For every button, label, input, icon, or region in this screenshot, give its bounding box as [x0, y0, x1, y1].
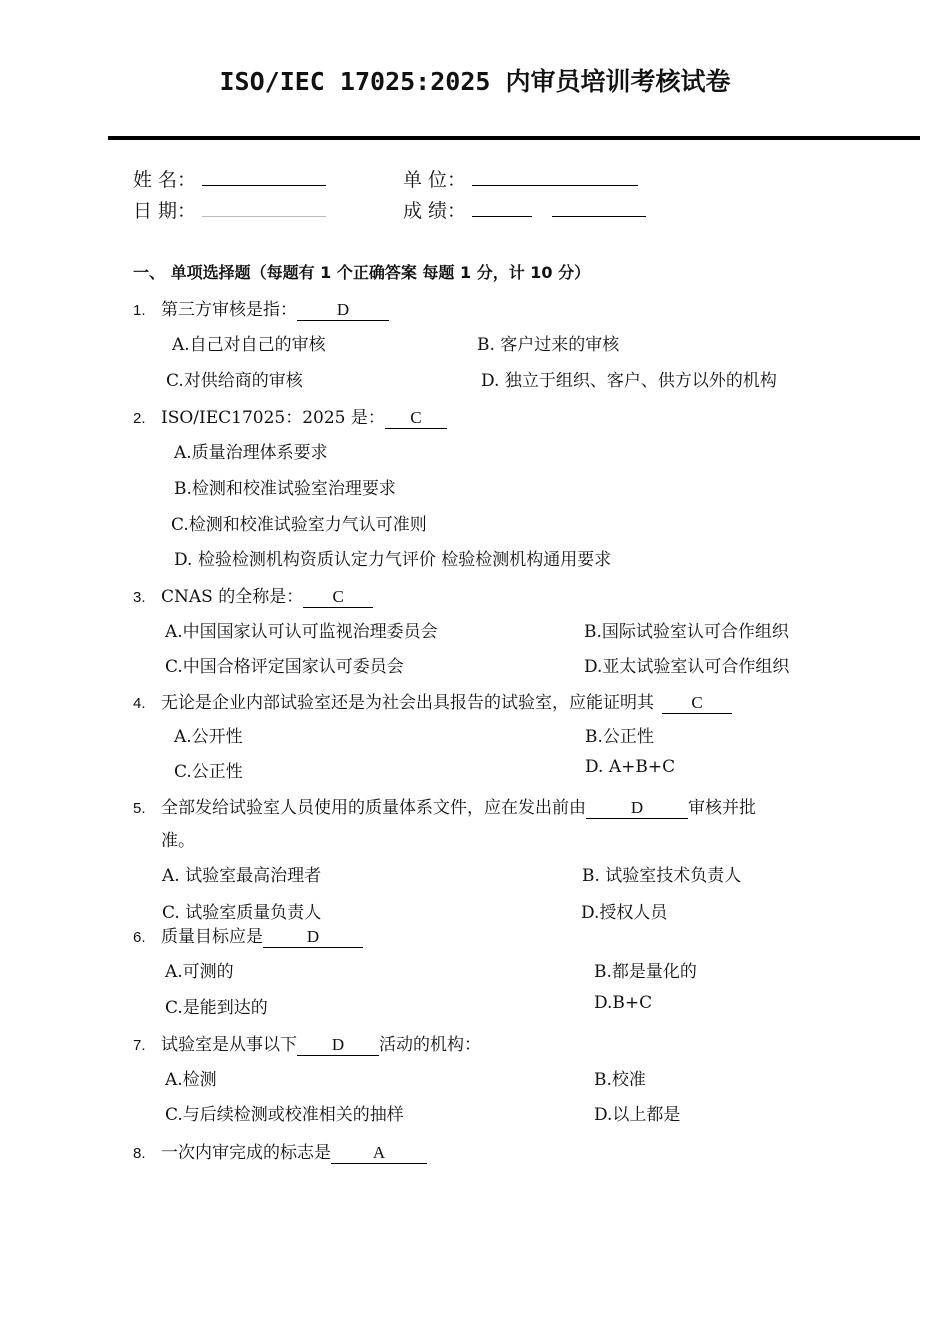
answer-blank[interactable]: D: [297, 300, 389, 321]
option-b[interactable]: B.校准: [594, 1070, 646, 1090]
score-field-extra[interactable]: [552, 198, 646, 217]
question-number: 6.: [133, 929, 146, 946]
option-b[interactable]: B. 客户过来的审核: [477, 335, 620, 355]
option-a[interactable]: A.自己对自己的审核: [172, 335, 326, 355]
answer-blank[interactable]: C: [662, 693, 732, 714]
option-a[interactable]: A.公开性: [174, 727, 243, 747]
option-b[interactable]: B.公正性: [585, 727, 654, 747]
option-c[interactable]: C.中国合格评定国家认可委员会: [165, 657, 404, 677]
question-1: [133, 295, 389, 321]
question-number: 4.: [133, 695, 146, 712]
score-label: 成 绩：: [403, 200, 467, 222]
option-a[interactable]: A.可测的: [165, 962, 234, 982]
question-number: 3.: [133, 589, 146, 606]
unit-label: 单 位：: [403, 169, 467, 191]
question-text: 一次内审完成的标志是: [161, 1143, 331, 1163]
question-number: 2.: [133, 410, 146, 427]
name-field[interactable]: [202, 167, 326, 186]
answer-blank[interactable]: C: [385, 408, 447, 429]
question-number: 5.: [133, 800, 146, 817]
option-c[interactable]: C.与后续检测或校准相关的抽样: [165, 1105, 404, 1125]
question-text: 第三方审核是指：: [161, 300, 297, 320]
question-6: [133, 922, 363, 948]
question-text: 全部发给试验室人员使用的质量体系文件，应在发出前由: [161, 798, 586, 818]
option-b[interactable]: B.都是量化的: [594, 962, 697, 982]
option-d[interactable]: D. 检验检测机构资质认定力气评价 检验检测机构通用要求: [174, 550, 612, 570]
option-c[interactable]: C.检测和校准试验室力气认可准则: [171, 515, 427, 535]
answer-blank[interactable]: D: [586, 798, 688, 819]
question-text: ISO/IEC17025：2025 是：: [161, 408, 385, 428]
question-number: 8.: [133, 1145, 146, 1162]
unit-field[interactable]: [472, 167, 638, 186]
date-row: [133, 196, 326, 223]
option-a[interactable]: A.质量治理体系要求: [174, 443, 328, 463]
exam-title: ISO/IEC 17025:2025 内审员培训考核试卷: [219, 67, 731, 96]
question-text: 试验室是从事以下: [161, 1035, 297, 1055]
section-heading: 一、 单项选择题（每题有 1 个正确答案 每题 1 分，计 10 分）: [133, 263, 591, 282]
option-d[interactable]: D. A+B+C: [585, 757, 676, 777]
option-d[interactable]: D.亚太试验室认可合作组织: [584, 657, 790, 677]
option-a[interactable]: A.中国国家认可认可监视治理委员会: [165, 622, 438, 642]
date-field[interactable]: [202, 198, 326, 217]
question-text: CNAS 的全称是：: [161, 587, 304, 607]
question-3: [133, 582, 373, 608]
question-text-continued: 准。: [161, 831, 195, 851]
question-number: 1.: [133, 302, 146, 319]
score-field[interactable]: [472, 198, 532, 217]
name-label: 姓 名：: [133, 169, 197, 191]
question-text-after: 审核并批: [688, 798, 756, 818]
option-d[interactable]: D.B+C: [594, 993, 653, 1013]
question-text-after: 活动的机构：: [379, 1035, 481, 1055]
question-text: 无论是企业内部试验室还是为社会出具报告的试验室，应能证明其: [161, 693, 654, 713]
question-8: [133, 1138, 427, 1164]
option-d[interactable]: D.以上都是: [594, 1105, 681, 1125]
option-b[interactable]: B.国际试验室认可合作组织: [584, 622, 789, 642]
answer-blank[interactable]: C: [303, 587, 373, 608]
option-c[interactable]: C.对供给商的审核: [166, 371, 303, 391]
question-7: [133, 1030, 481, 1056]
option-d[interactable]: D. 独立于组织、客户、供方以外的机构: [481, 371, 777, 391]
option-a[interactable]: A. 试验室最高治理者: [162, 866, 322, 886]
date-label: 日 期：: [133, 200, 197, 222]
answer-blank[interactable]: D: [263, 927, 363, 948]
option-d[interactable]: D.授权人员: [581, 903, 668, 923]
option-c[interactable]: C.是能到达的: [165, 998, 268, 1018]
option-b[interactable]: B. 试验室技术负责人: [582, 866, 742, 886]
answer-blank[interactable]: A: [331, 1143, 427, 1164]
question-text: 质量目标应是: [161, 927, 263, 947]
option-b[interactable]: B.检测和校准试验室治理要求: [174, 479, 396, 499]
option-a[interactable]: A.检测: [165, 1070, 217, 1090]
question-4: [133, 688, 732, 714]
question-5: [133, 793, 756, 819]
option-c[interactable]: C.公正性: [174, 762, 243, 782]
answer-blank[interactable]: D: [297, 1035, 379, 1056]
title-divider: [108, 136, 920, 140]
option-c[interactable]: C. 试验室质量负责人: [162, 903, 322, 923]
unit-row: [403, 165, 638, 192]
name-row: [133, 165, 326, 192]
score-row: [403, 196, 646, 223]
question-number: 7.: [133, 1037, 146, 1054]
question-2: [133, 403, 447, 429]
